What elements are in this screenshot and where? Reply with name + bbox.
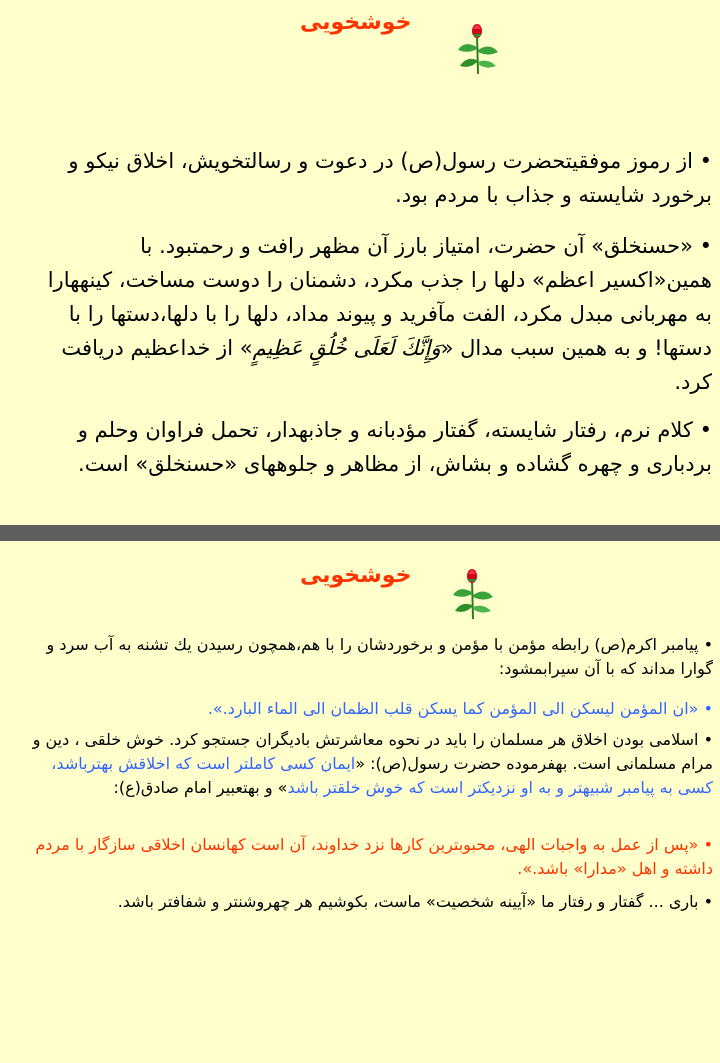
bullet-text: اسلامی بودن اخلاق هر مسلمان را باید در نحوه معاشرتش بادیگران جستجو کرد. خوش خلقی ، دین و مرام مسلمانی است. بهفرموده حضرت رسول(ص): « — [32, 730, 713, 773]
slide-2 — [0, 541, 720, 1063]
bullet-symbol: • — [703, 892, 713, 911]
hadith-quote: «ان المؤمن لیسكن الی المؤمن كما یسكن قلب الظمان الی الماء البارد.». — [207, 699, 699, 718]
bullet-symbol: • — [703, 635, 713, 654]
bullet-text-tail: » از خداعظیم دریافت کرد. — [61, 336, 712, 394]
quran-verse: وَإِنَّكَ لَعَلَى خُلُقٍ عَظِيمٍ — [252, 336, 441, 360]
slide-1-title: خوشخویی — [300, 10, 412, 35]
slide-1 — [0, 0, 720, 525]
slide-2-title: خوشخویی — [300, 563, 412, 588]
imam-quote: «پس از عمل به واجبات الهی، محبوبترین کارها نزد خداوند، آن است کهانسان اخلاقی سازگار با مردم داشته و اهل «مدارا» باشد.». — [35, 835, 713, 878]
bullet-symbol: • — [703, 835, 713, 854]
bullet-text: «حسنخلق» آن حضرت، امتیاز بارز آن مظهر رافت و رحمتبود. با همین«اکسیر اعظم» دلها را جذب مکرد، دشمنان را دوست مساخت، کینههارا به مهربانی مبدل مکرد، الفت مآفرید و پیوند مداد، دلها را با دلها،دستها را با دستها! و به همین سبب مدال « — [47, 234, 712, 360]
slide-2-bullet-4 — [30, 833, 713, 881]
bullet-symbol: • — [703, 730, 713, 749]
bullet-symbol: • — [699, 418, 712, 442]
bullet-text: باری ... گفتار و رفتار ما «آیینه شخصیت» ماست، بکوشیم هر چهروشنتر و شفافتر باشد. — [117, 892, 699, 911]
bullet-text: از رموز موفقیتحضرت رسول(ص) در دعوت و رسالتخویش، اخلاق نیکو و برخورد شایسته و جذاب با مردم بود. — [68, 149, 712, 207]
rose-icon — [447, 567, 497, 622]
slide-2-bullet-2 — [30, 697, 713, 721]
bullet-symbol: • — [699, 234, 712, 258]
slide-2-bullet-5 — [30, 890, 713, 914]
bullet-text: کلام نرم، رفتار شایسته، گفتار مؤدبانه و جاذبهدار، تحمل فراوان وحلم و بردباری و چهره گشاده و بشاش، از مظاهر و جلوههای «حسنخلق» است. — [77, 418, 712, 476]
rose-icon — [452, 22, 502, 77]
slide-divider — [0, 525, 720, 541]
slide-2-bullet-3 — [30, 728, 713, 800]
bullet-text: پیامبر اکرم(ص) رابطه مؤمن با مؤمن و برخوردشان را با هم،همچون رسیدن یك تشنه به آب سرد و گوارا مداند که با آن سیرابمشود: — [46, 635, 713, 678]
bullet-text-tail: » و بهتعبیر امام صادق(ع): — [113, 778, 288, 797]
slide-1-bullet-3 — [40, 413, 712, 481]
slide-1-bullet-1 — [40, 144, 712, 212]
bullet-symbol: • — [703, 699, 713, 718]
bullet-symbol: • — [699, 149, 712, 173]
prophet-quote: ایمان کسی کاملتر است که اخلاقش بهترباشد، کسی به پیامبر شبیهتر و به او نزدیکتر است که خوش خلقتر باشد — [51, 754, 713, 797]
slide-1-bullet-2 — [40, 229, 712, 399]
slide-2-bullet-1 — [30, 633, 713, 681]
